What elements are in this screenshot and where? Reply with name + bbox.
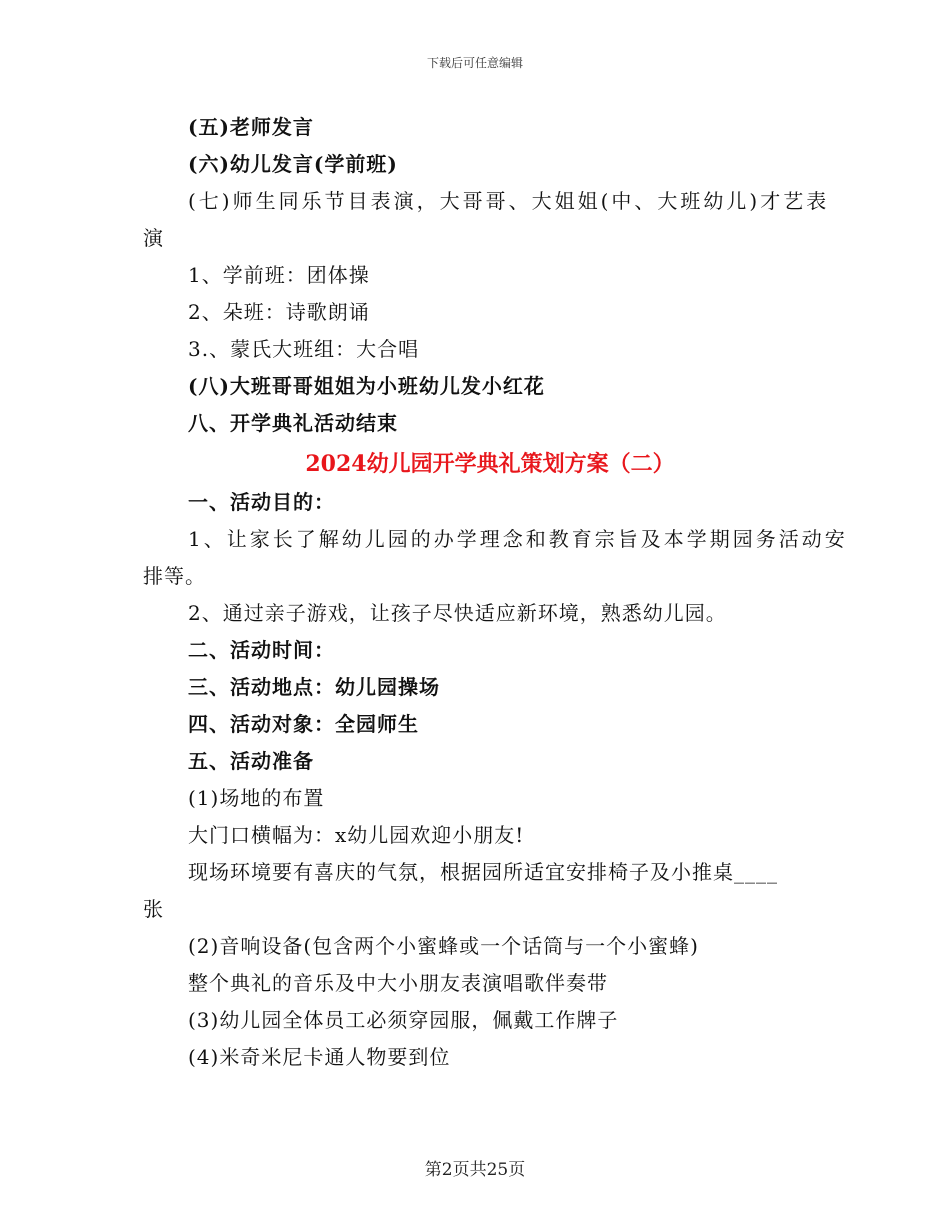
body-line-continued: 张 bbox=[143, 897, 164, 921]
body-line: (七)师生同乐节目表演，大哥哥、大姐姐(中、大班幼儿)才艺表 bbox=[188, 189, 830, 213]
body-line: 大门口横幅为：x幼儿园欢迎小朋友! bbox=[188, 823, 525, 847]
section-line: (六)幼儿发言(学前班) bbox=[188, 152, 398, 176]
section-line: 八、开学典礼活动结束 bbox=[188, 411, 398, 435]
list-item: 2、朵班：诗歌朗诵 bbox=[188, 300, 370, 324]
body-line-continued: 演 bbox=[143, 226, 164, 250]
list-item: 1、学前班：团体操 bbox=[188, 263, 370, 287]
body-line: 1、让家长了解幼儿园的办学理念和教育宗旨及本学期园务活动安 bbox=[188, 527, 848, 551]
section-heading: 五、活动准备 bbox=[188, 749, 314, 773]
body-line: (3)幼儿园全体员工必须穿园服，佩戴工作牌子 bbox=[188, 1008, 619, 1032]
section-heading: 二、活动时间： bbox=[188, 638, 335, 662]
page-header: 下载后可任意编辑 bbox=[426, 56, 523, 70]
section-heading: 四、活动对象：全园师生 bbox=[188, 712, 419, 736]
body-line: (4)米奇米尼卡通人物要到位 bbox=[188, 1045, 451, 1069]
document-title: 2024幼儿园开学典礼策划方案（二） bbox=[305, 451, 675, 477]
section-heading: 三、活动地点：幼儿园操场 bbox=[188, 675, 440, 699]
page-footer: 第2页共25页 bbox=[424, 1160, 526, 1180]
body-line: 2、通过亲子游戏，让孩子尽快适应新环境，熟悉幼儿园。 bbox=[188, 601, 727, 625]
body-line-continued: 排等。 bbox=[143, 564, 206, 588]
body-line: (1)场地的布置 bbox=[188, 786, 325, 810]
list-item: 3.、蒙氏大班组：大合唱 bbox=[188, 337, 420, 361]
section-line: (五)老师发言 bbox=[188, 115, 314, 139]
section-heading: 一、活动目的： bbox=[188, 490, 335, 514]
body-line: 整个典礼的音乐及中大小朋友表演唱歌伴奏带 bbox=[188, 971, 608, 995]
body-line: (2)音响设备(包含两个小蜜蜂或一个话筒与一个小蜜蜂) bbox=[188, 934, 699, 958]
section-line: (八)大班哥哥姐姐为小班幼儿发小红花 bbox=[188, 374, 545, 398]
body-line: 现场环境要有喜庆的气氛，根据园所适宜安排椅子及小推桌____ bbox=[188, 860, 778, 884]
